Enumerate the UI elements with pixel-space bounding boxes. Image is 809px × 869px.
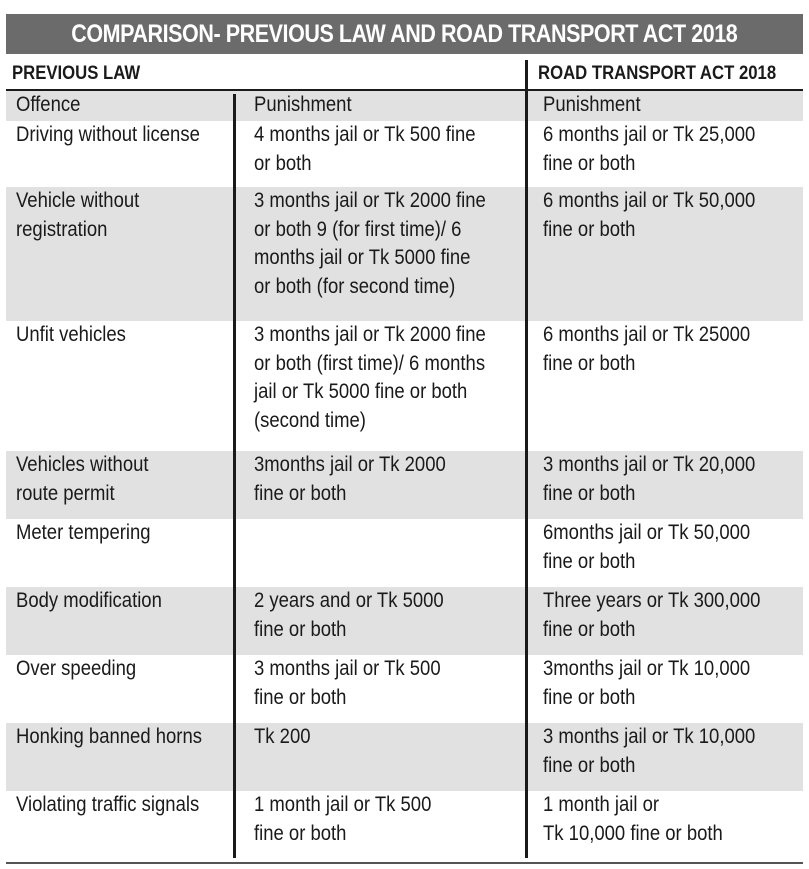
table-row — [6, 791, 803, 857]
previous-punishment-cell: 3 months jail or Tk 2000 fine or both (first time)/ 6 months jail or Tk 5000 fine or both (second time) — [234, 321, 527, 451]
column-divider-left — [233, 94, 236, 858]
previous-punishment-column-header: Punishment — [234, 91, 527, 121]
new-punishment-cell: 3 months jail or Tk 20,000 fine or both — [527, 451, 803, 519]
table-row — [6, 187, 803, 321]
previous-punishment-cell: 1 month jail or Tk 500 fine or both — [234, 791, 527, 857]
table-title-banner — [6, 14, 803, 54]
new-punishment-column-header: Punishment — [527, 91, 803, 121]
table-row — [6, 519, 803, 587]
new-punishment-cell: 6 months jail or Tk 50,000 fine or both — [527, 187, 803, 321]
comparison-table — [6, 91, 803, 857]
previous-law-header: PREVIOUS LAW — [12, 63, 141, 84]
table-row — [6, 723, 803, 791]
offence-cell: Unfit vehicles — [6, 321, 234, 451]
table-row — [6, 655, 803, 723]
new-punishment-cell: 6 months jail or Tk 25,000 fine or both — [527, 121, 803, 187]
previous-punishment-cell: 3 months jail or Tk 500 fine or both — [234, 655, 527, 723]
previous-punishment-cell: 3months jail or Tk 2000 fine or both — [234, 451, 527, 519]
table-row — [6, 121, 803, 187]
previous-punishment-cell: 4 months jail or Tk 500 fine or both — [234, 121, 527, 187]
new-punishment-cell: 6months jail or Tk 50,000 fine or both — [527, 519, 803, 587]
table-row — [6, 587, 803, 655]
new-punishment-cell: 1 month jail or Tk 10,000 fine or both — [527, 791, 803, 857]
table-row — [6, 321, 803, 451]
offence-cell: Vehicles without route permit — [6, 451, 234, 519]
offence-cell: Driving without license — [6, 121, 234, 187]
new-punishment-cell: 6 months jail or Tk 25000 fine or both — [527, 321, 803, 451]
previous-punishment-cell: 3 months jail or Tk 2000 fine or both 9 (for first time)/ 6 months jail or Tk 5000 fine or both (for second time) — [234, 187, 527, 321]
previous-punishment-cell: 2 years and or Tk 5000 fine or both — [234, 587, 527, 655]
previous-punishment-cell — [234, 519, 527, 587]
new-act-header: ROAD TRANSPORT ACT 2018 — [538, 63, 777, 84]
bottom-rule — [6, 862, 803, 864]
previous-punishment-cell: Tk 200 — [234, 723, 527, 791]
table-row — [6, 451, 803, 519]
offence-cell: Over speeding — [6, 655, 234, 723]
new-punishment-cell: Three years or Tk 300,000 fine or both — [527, 587, 803, 655]
column-header-row — [6, 91, 803, 121]
new-punishment-cell: 3months jail or Tk 10,000 fine or both — [527, 655, 803, 723]
offence-cell: Meter tempering — [6, 519, 234, 587]
new-punishment-cell: 3 months jail or Tk 10,000 fine or both — [527, 723, 803, 791]
offence-cell: Body modification — [6, 587, 234, 655]
offence-column-header: Offence — [6, 91, 234, 121]
column-divider-right — [525, 60, 528, 858]
table-title: COMPARISON- PREVIOUS LAW AND ROAD TRANSPORT ACT 2018 — [71, 20, 738, 48]
offence-cell: Honking banned horns — [6, 723, 234, 791]
offence-cell: Vehicle without registration — [6, 187, 234, 321]
offence-cell: Violating traffic signals — [6, 791, 234, 857]
